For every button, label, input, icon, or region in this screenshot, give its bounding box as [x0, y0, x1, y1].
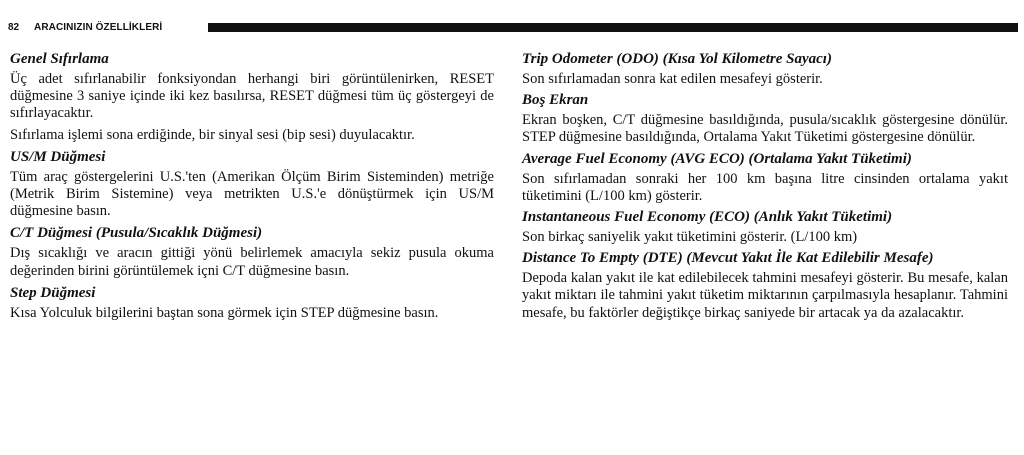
- paragraph-blank-screen: Ekran boşken, C/T düğmesine basıldığında, pusula/sıcaklık göstergesine dönülür. STEP düğmesine basıldığında, Ortalama Yakıt Tüketimi göstergesine dönülür.: [522, 112, 1008, 146]
- paragraph-ct-button: Dış sıcaklığı ve aracın gittiği yönü belirlemek amacıyla sekiz pusula okuma değerinden birini görüntülemek içni C/T düğmesine basın.: [10, 245, 494, 279]
- heading-trip-odometer: Trip Odometer (ODO) (Kısa Yol Kilometre Sayacı): [522, 51, 832, 67]
- section-us-m-button: [10, 148, 494, 221]
- heading-ct-button: C/T Düğmesi (Pusula/Sıcaklık Düğmesi): [10, 225, 263, 242]
- paragraph-step-button: Kısa Yolculuk bilgilerini baştan sona görmek için STEP düğmesine basın.: [10, 304, 439, 321]
- section-ct-button: [10, 224, 494, 279]
- left-column: [10, 50, 494, 326]
- heading-step-button: Step Düğmesi: [10, 284, 96, 301]
- page-header: [4, 22, 1018, 34]
- heading-blank-screen: Boş Ekran: [522, 92, 589, 109]
- section-trip-odometer: [522, 50, 1008, 88]
- section-step-button: [10, 284, 494, 322]
- heading-dte: Distance To Empty (DTE) (Mevcut Yakıt İle Kat Edilebilir Mesafe): [522, 250, 934, 267]
- paragraph-avg-eco: Son sıfırlamadan sonraki her 100 km başına litre cinsinden ortalama yakıt tüketimini (L/100 km) gösterir.: [522, 170, 1008, 204]
- heading-eco: Instantaneous Fuel Economy (ECO) (Anlık Yakıt Tüketimi): [522, 209, 893, 226]
- page-number: 82: [8, 22, 20, 33]
- section-general-reset: [10, 50, 494, 144]
- paragraph-us-m-button: Tüm araç göstergelerini U.S.'ten (Amerikan Ölçüm Birim Sisteminden) metriğe (Metrik Birim Sistemine) veya metrikten U.S.'e dönüştürmek için US/M düğmesine basın.: [10, 168, 494, 220]
- paragraph-general-reset-2: Sıfırlama işlemi sona erdiğinde, bir sinyal sesi (bip sesi) duyulacaktır.: [10, 126, 415, 143]
- paragraph-general-reset-1: Üç adet sıfırlanabilir fonksiyondan herhangi biri görüntülenirken, RESET düğmesine 3 saniye içinde iki kez basılırsa, RESET düğmesi tüm üç göstergeyi de sıfırlayacaktır.: [10, 71, 494, 122]
- heading-general-reset: Genel Sıfırlama: [10, 51, 109, 67]
- section-dte: [522, 249, 1008, 322]
- header-rule: [208, 23, 1018, 32]
- section-eco: [522, 208, 1008, 246]
- paragraph-trip-odometer: Son sıfırlamadan sonra kat edilen mesafeyi gösterir.: [522, 71, 823, 87]
- paragraph-dte: Depoda kalan yakıt ile kat edilebilecek tahmini mesafeyi gösterir. Bu mesafe, kalan yakıt miktarı ile tahmini yakıt tüketim miktarının çarpılmasıyla hesaplanır. Tahmini mesafe, bu faktörler değiştikçe birkaç saniyede bir artacak ya da azalacaktır.: [522, 270, 1008, 321]
- section-avg-eco: [522, 150, 1008, 205]
- section-title: ARACINIZIN ÖZELLİKLERİ: [34, 22, 163, 33]
- right-column: [522, 50, 1008, 325]
- section-blank-screen: [522, 91, 1008, 146]
- paragraph-eco: Son birkaç saniyelik yakıt tüketimini gösterir. (L/100 km): [522, 229, 858, 246]
- heading-avg-eco: Average Fuel Economy (AVG ECO) (Ortalama Yakıt Tüketimi): [522, 150, 912, 167]
- heading-us-m-button: US/M Düğmesi: [10, 148, 106, 165]
